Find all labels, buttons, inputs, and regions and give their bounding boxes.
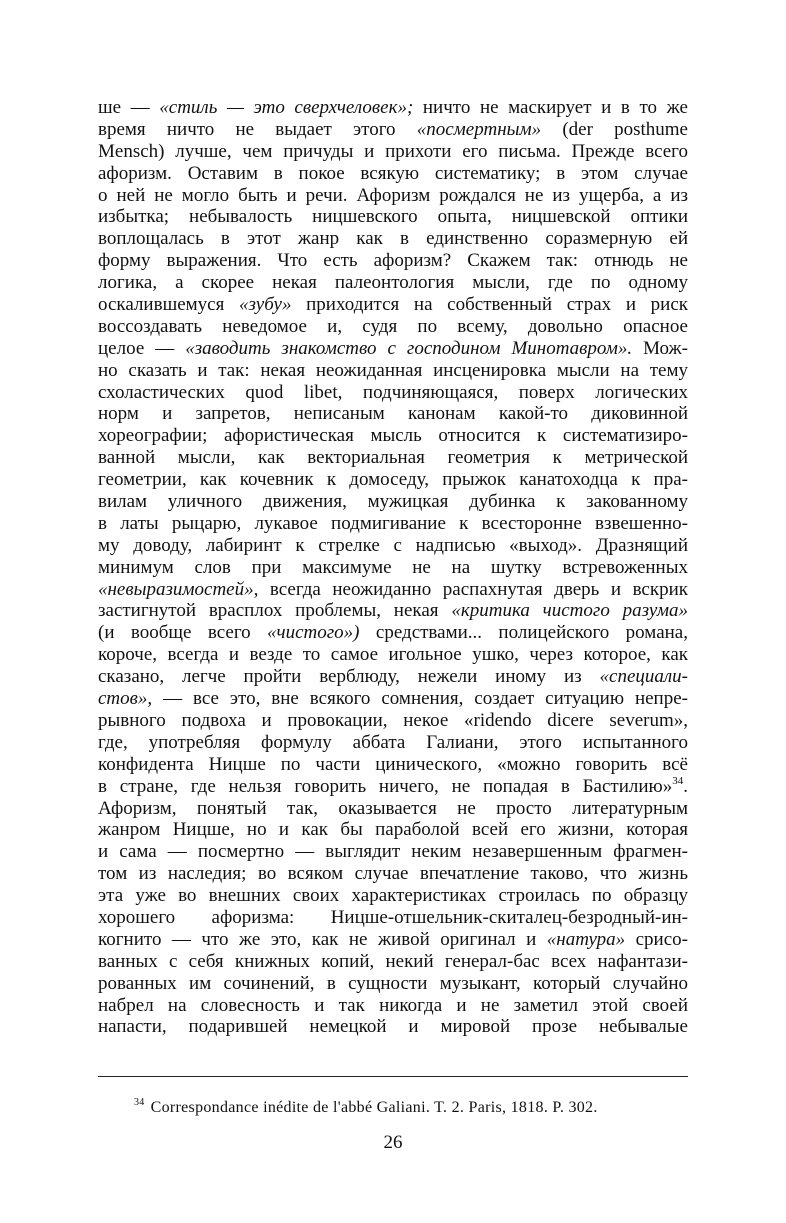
text-line [98,776,688,798]
page-number: 26 [383,1132,403,1153]
text-segment: застигнутой врасплох проблемы, некая [98,600,452,622]
text-segment: норм и запретов, неписаным канонам какой-то диковинной [98,403,688,425]
footnote-marker: 34 [134,1097,145,1108]
text-line [98,688,688,710]
text-line [98,119,688,141]
italic-segment: «заводить знакомство с господином Минотавром». [185,337,633,359]
italic-segment: «стиль — это сверхчеловек»; [159,97,414,118]
text-line [98,403,688,425]
text-segment: сказано, легче пройти верблюду, нежели иному из [98,666,600,688]
text-segment: в стране, где нельзя говорить ничего, не попадая в Бастилию» [98,775,673,797]
text-line [98,819,688,841]
text-segment: форму выражения. Что есть афоризм? Скажем так: отнюдь не [98,250,688,272]
text-line [98,447,688,469]
text-line [98,97,688,119]
text-line [98,841,688,863]
text-line [98,535,688,557]
text-line [98,491,688,513]
text-line [98,600,688,622]
text-line [98,163,688,185]
text-segment: рывного подвоха и провокации, некое «ridendo dicere severum», [98,709,688,731]
text-segment: логика, а скорее некая палеонтология мысли, где по одному [98,272,688,294]
italic-segment: «зубу» [239,294,292,316]
text-line [98,732,688,754]
text-line [98,579,688,601]
text-segment: в латы рыцарю, лукавое подмигивание к всесторонне взвешенно- [98,512,688,534]
text-segment: хореографии; афористическая мысль относится к систематизиро- [98,425,688,447]
text-segment: воссоздавать неведомое и, судя по всему, довольно опасное [98,315,688,337]
text-line [98,469,688,491]
text-line [98,360,688,382]
text-line [98,798,688,820]
italic-segment: «посмертным» [416,118,542,140]
body-text [98,97,688,1038]
text-line [98,557,688,579]
text-segment: Мож- [632,337,688,359]
footnote-divider [98,1076,688,1077]
text-line [98,338,688,360]
text-segment: срисо- [625,928,688,950]
text-line [98,294,688,316]
text-segment: ванной мысли, как векториальная геометрия к метрической [98,447,688,469]
text-line [98,272,688,294]
text-segment: том из наследия; во всяком случае впечатление таково, что жизнь [98,863,688,885]
text-segment: минимум слов при максимуме не на шутку встревоженных [98,556,688,578]
text-line [98,250,688,272]
text-segment: где, употребляя формулу аббата Галиани, этого испытанного [98,731,688,753]
text-segment: но сказать и так: некая неожиданная инсценировка мысли на тему [98,359,688,381]
text-segment: напасти, подарившей немецкой и мировой прозе небывалые [98,1016,688,1038]
text-segment: (der posthume [541,118,688,140]
footnote-text: Correspondance inédite de l'abbé Galiani. T. 2. Paris, 1818. P. 302. [150,1099,598,1116]
text-segment: (и вообще всего [98,622,268,644]
text-line [98,644,688,666]
text-line [98,425,688,447]
italic-segment: «натура» [546,928,626,950]
text-segment: оскалившемуся [98,294,239,316]
text-segment: всегда неожиданно распахнутая дверь и вскрик [258,578,688,600]
text-line [98,206,688,228]
text-segment: о ней не могло быть и речи. Афоризм рождался не из ущерба, а из [98,184,688,206]
text-segment: . [683,775,688,797]
text-segment: схоластических quod libet, подчиняющаяся, поверх логических [98,381,688,403]
text-line [98,710,688,732]
text-segment: время ничто не выдает этого [98,118,417,140]
text-segment: хорошего афоризма: Ницше-отшельник-скиталец-безродный-ин- [98,906,688,928]
text-segment: геометрии, как кочевник к домоседу, прыжок канатоходца к пра- [98,469,688,491]
text-line [98,1016,688,1038]
text-line [98,185,688,207]
text-line [98,995,688,1017]
text-line [98,754,688,776]
text-line [98,973,688,995]
text-segment: набрел на словесность и так никогда и не заметил этой своей [98,994,688,1016]
text-segment: и сама — посмертно — выглядит неким незавершенным фрагмен- [98,841,688,863]
text-line [98,316,688,338]
text-segment: целое — [98,337,186,359]
text-segment: короче, всегда и везде то самое игольное ушко, через которое, как [98,644,688,666]
italic-segment: «критика чистого разума» [451,600,688,622]
text-segment: вилам уличного движения, мужицкая дубинка к закованному [98,491,688,513]
text-segment: приходится на собственный страх и риск [291,294,688,316]
text-segment: эта уже во внешних своих характеристиках строилась по образцу [98,885,688,907]
text-line [98,907,688,929]
text-segment: Mensch) лучше, чем причуды и прихоти его письма. Прежде всего [98,140,688,162]
text-segment: Афоризм, понятый так, оказывается не просто литературным [98,797,688,819]
text-line [98,513,688,535]
text-segment: конфидента Ницше по части цинического, «можно говорить всё [98,753,688,775]
italic-segment: «невыразимостей», [98,578,259,600]
text-line [98,228,688,250]
text-segment: ничто не маскирует и в то же [413,97,688,118]
text-line [98,666,688,688]
text-line [98,382,688,404]
text-line [98,863,688,885]
italic-segment: стов», [98,688,153,710]
italic-segment: «специали- [599,666,688,688]
text-segment: — все это, вне всякого сомнения, создает ситуацию непре- [152,688,688,710]
text-segment: избытка; небывалость ницшевского опыта, ницшевской оптики [98,206,688,228]
text-line [98,885,688,907]
text-segment: му доводу, лабиринт к стрелке с надписью «выход». Дразнящий [98,534,688,556]
text-segment: воплощалась в этот жанр как в единственно соразмерную ей [98,228,688,250]
text-line [98,622,688,644]
text-line [98,929,688,951]
text-segment: афоризм. Оставим в покое всякую систематику; в этом случае [98,162,688,184]
footnote-reference: 34 [672,774,684,787]
text-segment: жанром Ницше, но и как бы параболой всей его жизни, которая [98,819,688,841]
text-segment: рованных им сочинений, в сущности музыкант, который случайно [98,972,688,994]
text-line [98,951,688,973]
text-line [98,141,688,163]
text-segment: средствами... полицейского романа, [359,622,688,644]
italic-segment: «чистого») [267,622,360,644]
text-segment: когнито — что же это, как не живой оригинал и [98,928,547,950]
footnote [134,1098,598,1117]
text-segment: ванных с себя книжных копий, некий генерал-бас всех нафантази- [98,950,688,972]
text-segment: ше — [98,97,160,118]
